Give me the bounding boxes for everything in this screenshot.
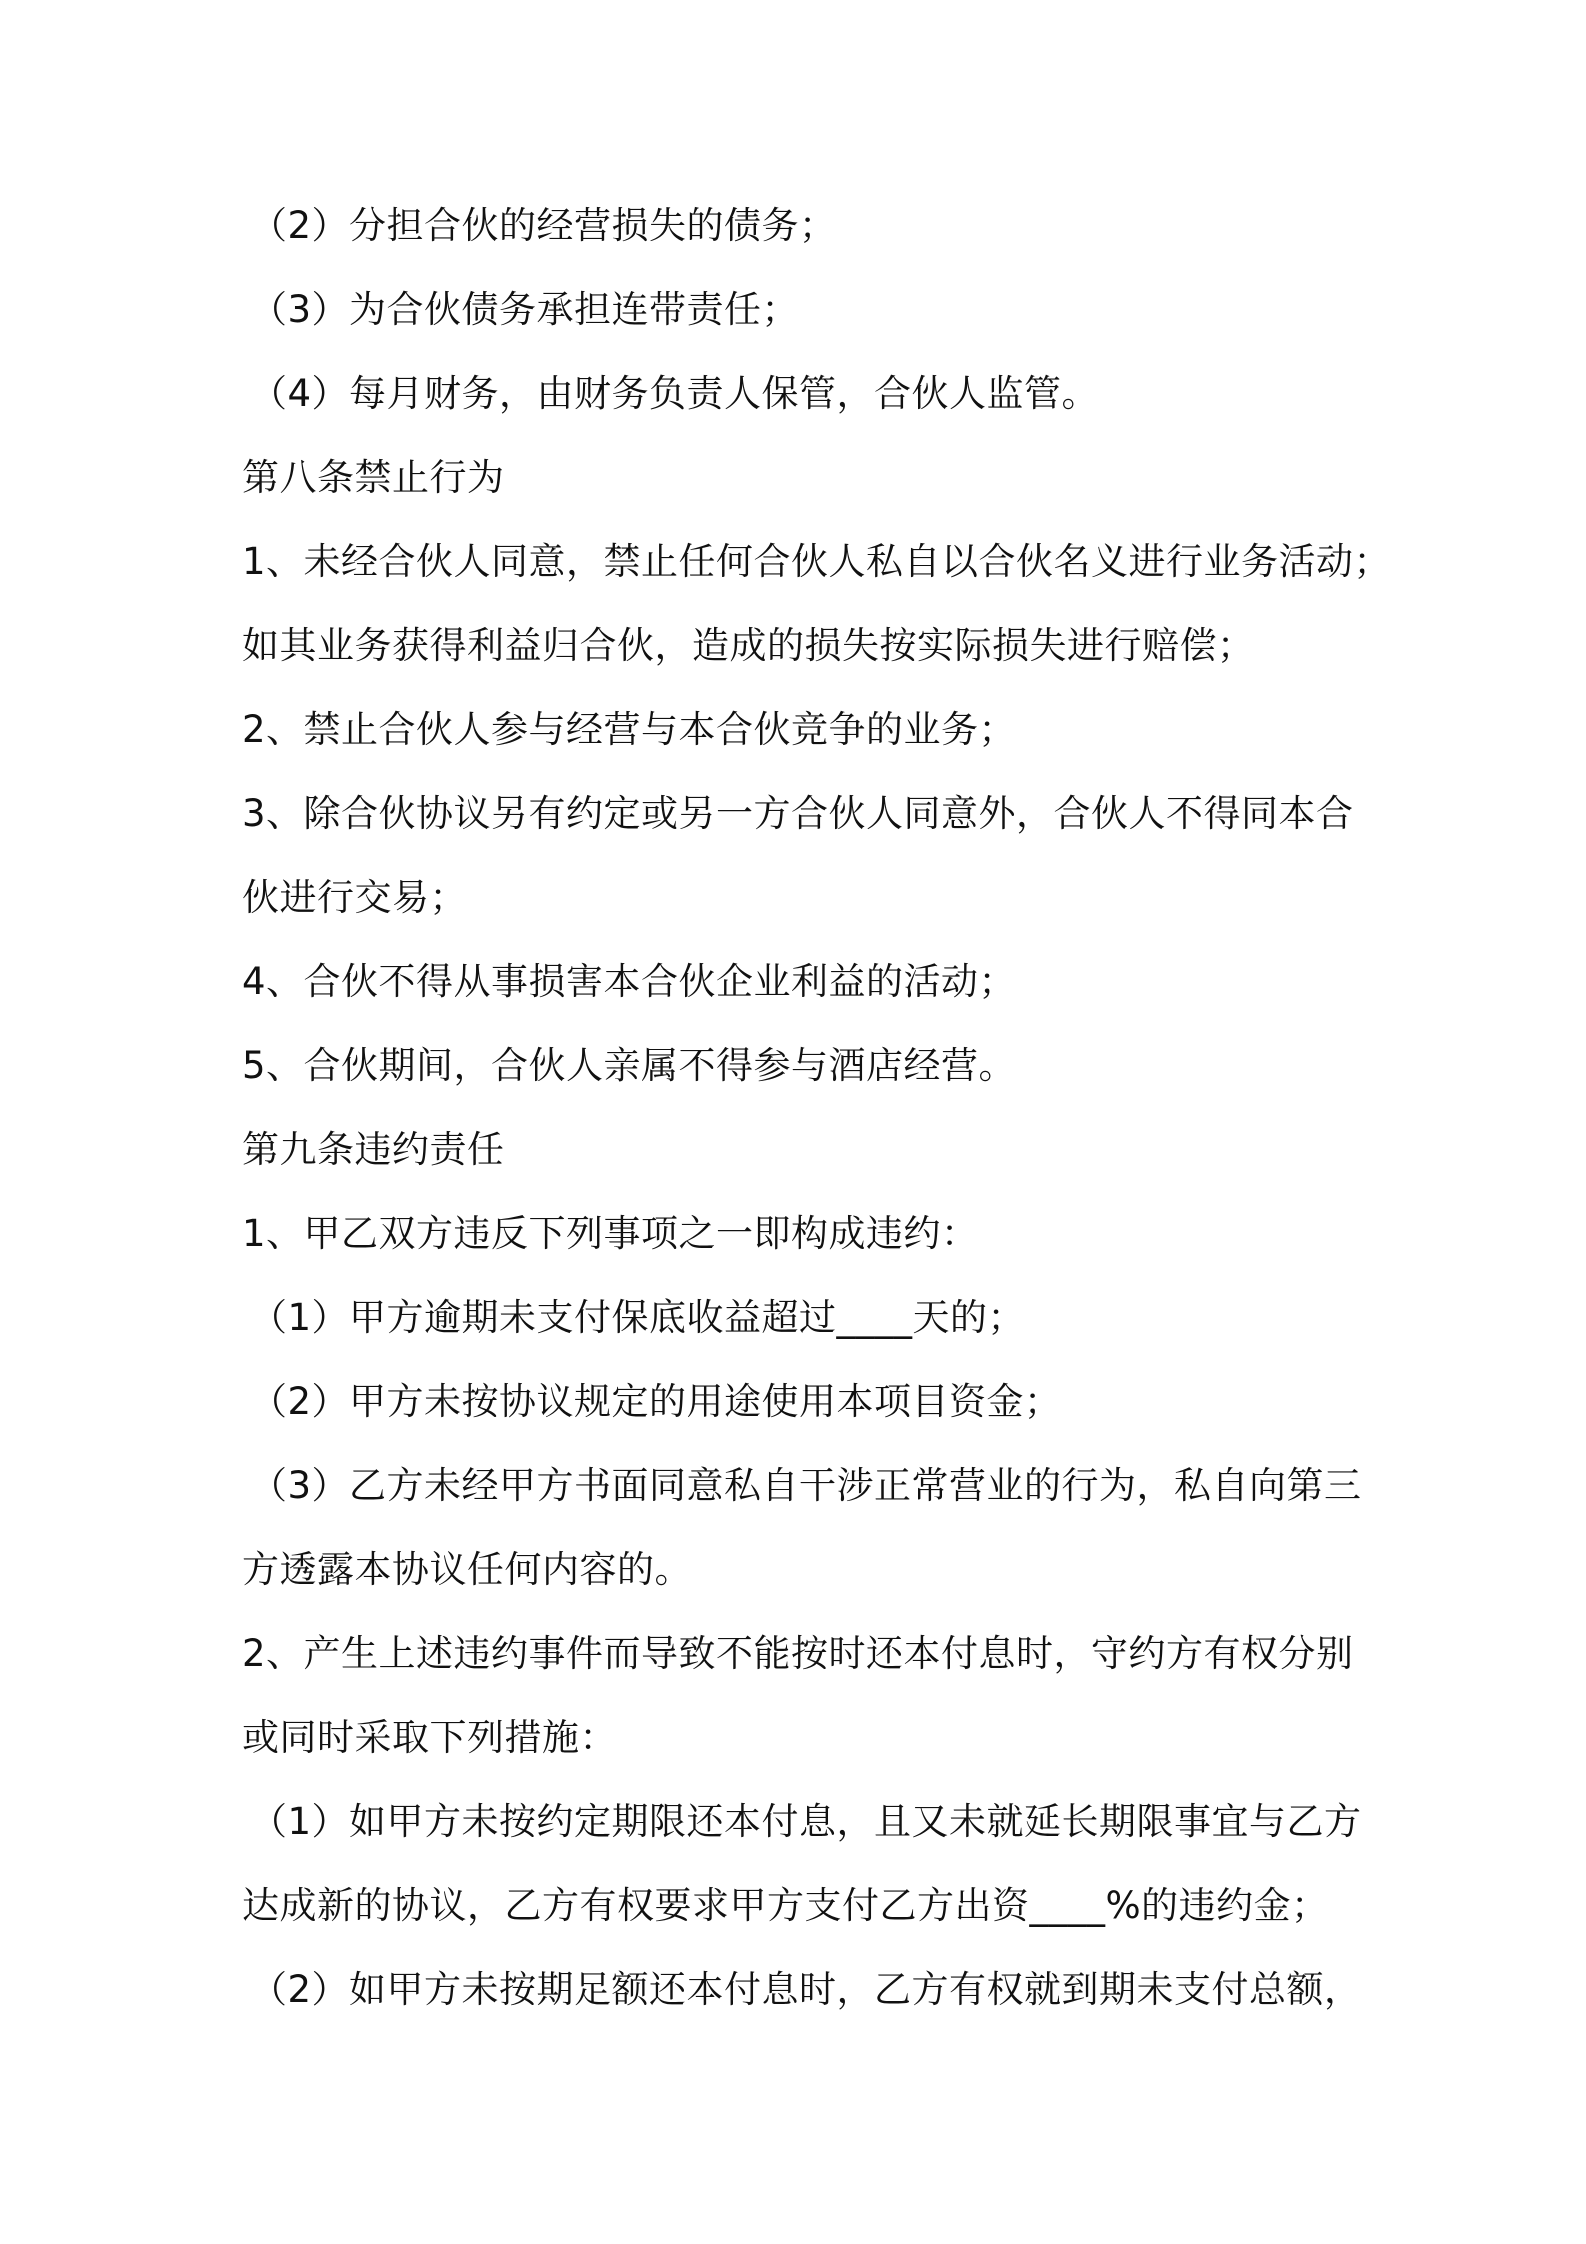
article-8-item-4: 4、合伙不得从事损害本合伙企业利益的活动； (242, 960, 1017, 1003)
article-9-subitem-2: （2）甲方未按协议规定的用途使用本项目资金； (250, 1380, 1062, 1423)
article-9-item-2: 2、产生上述违约事件而导致不能按时还本付息时，守约方有权分别 (242, 1632, 1354, 1675)
article-8-item-3-continued: 伙进行交易； (242, 876, 467, 919)
article-9-item-2-continued: 或同时采取下列措施： (242, 1716, 617, 1759)
article-8-item-1-continued: 如其业务获得利益归合伙，造成的损失按实际损失进行赔偿； (242, 624, 1255, 667)
article-9-item-1: 1、甲乙双方违反下列事项之一即构成违约： (242, 1212, 979, 1255)
measure-item-1: （1）如甲方未按约定期限还本付息，且又未就延长期限事宜与乙方 (250, 1800, 1362, 1843)
article-9-subitem-3: （3）乙方未经甲方书面同意私自干涉正常营业的行为，私自向第三 (250, 1464, 1362, 1507)
article-8-item-5: 5、合伙期间，合伙人亲属不得参与酒店经营。 (242, 1044, 1017, 1087)
article-9-heading: 第九条违约责任 (242, 1128, 505, 1171)
article-8-item-1: 1、未经合伙人同意，禁止任何合伙人私自以合伙名义进行业务活动； (242, 540, 1392, 583)
clause-item-3: （3）为合伙债务承担连带责任； (250, 288, 800, 331)
article-8-item-3: 3、除合伙协议另有约定或另一方合伙人同意外，合伙人不得同本合 (242, 792, 1354, 835)
article-8-item-2: 2、禁止合伙人参与经营与本合伙竞争的业务； (242, 708, 1017, 751)
clause-item-4: （4）每月财务，由财务负责人保管，合伙人监管。 (250, 372, 1100, 415)
article-8-heading: 第八条禁止行为 (242, 456, 505, 499)
measure-item-1-continued: 达成新的协议，乙方有权要求甲方支付乙方出资____%的违约金； (242, 1884, 1329, 1927)
clause-item-2: （2）分担合伙的经营损失的债务； (250, 204, 837, 247)
article-9-subitem-3-continued: 方透露本协议任何内容的。 (242, 1548, 692, 1591)
measure-item-2: （2）如甲方未按期足额还本付息时，乙方有权就到期未支付总额， (250, 1968, 1362, 2011)
article-9-subitem-1: （1）甲方逾期未支付保底收益超过____天的； (250, 1296, 1026, 1339)
